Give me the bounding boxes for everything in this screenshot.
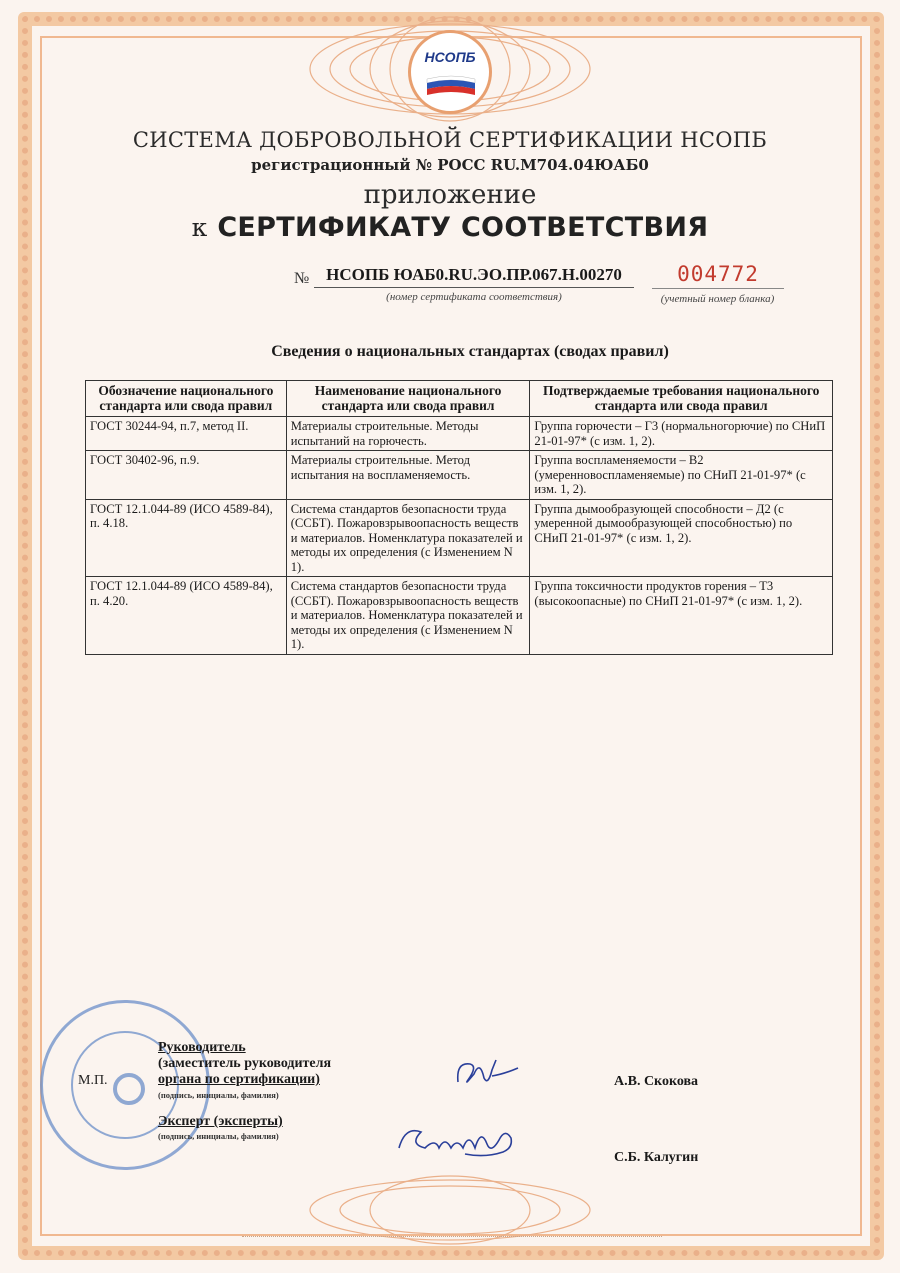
head-signature	[452, 1052, 522, 1092]
nsopb-logo	[408, 30, 492, 114]
footer-fine-print	[242, 1236, 662, 1241]
stamp-center-emblem	[113, 1073, 145, 1105]
cell-designation: ГОСТ 30402-96, п.9.	[86, 451, 287, 500]
certificate-title	[0, 212, 900, 243]
certificate-number-caption: (номер сертификата соответствия)	[386, 291, 562, 303]
number-symbol: №	[294, 270, 310, 287]
table-row	[86, 577, 833, 655]
standards-table	[85, 380, 833, 655]
head-signature-caption: (подпись, инициалы, фамилия)	[158, 1090, 279, 1100]
certificate-title-text: СЕРТИФИКАТУ СООТВЕТСТВИЯ	[217, 212, 709, 243]
cell-name: Система стандартов безопасности труда (ССБТ). Пожаровзрывоопасность веществ и материалов. Номенклатура показателей и методы их определения (с Изменением N 1).	[286, 577, 530, 655]
expert-signature-caption: (подпись, инициалы, фамилия)	[158, 1131, 279, 1141]
table-header-row	[86, 381, 833, 417]
expert-name: С.Б. Калугин	[614, 1150, 699, 1165]
cell-designation: ГОСТ 12.1.044-89 (ИСО 4589-84), п. 4.18.	[86, 499, 287, 577]
registration-number: № РОСС RU.M704.04ЮАБ0	[415, 156, 649, 174]
head-name: А.В. Скокова	[614, 1074, 699, 1089]
cell-name: Система стандартов безопасности труда (ССБТ). Пожаровзрывоопасность веществ и материалов. Номенклатура показателей и методы их определения (с Изменением N 1).	[286, 499, 530, 577]
logo-text: НСОПБ	[424, 49, 476, 65]
table-row	[86, 451, 833, 500]
cell-requirements: Группа горючести – Г3 (нормальногорючие) по СНиП 21-01-97* (с изм. 1, 2).	[530, 417, 833, 451]
cell-requirements: Группа токсичности продуктов горения – Т3 (высокоопасные) по СНиП 21-01-97* (с изм. 1, 2).	[530, 577, 833, 655]
head-label-line-3: органа по сертификации)	[158, 1072, 320, 1087]
expert-signature	[395, 1118, 520, 1163]
head-label	[158, 1040, 331, 1088]
table-row	[86, 499, 833, 577]
cell-designation: ГОСТ 12.1.044-89 (ИСО 4589-84), п. 4.20.	[86, 577, 287, 655]
header-designation: Обозначение национального стандарта или свода правил	[86, 381, 287, 417]
appendix-word: приложение	[363, 180, 537, 210]
cell-requirements: Группа воспламеняемости – В2 (умеренновоспламеняемые) по СНиП 21-01-97* (с изм. 1, 2).	[530, 451, 833, 500]
section-title: Сведения о национальных стандартах (сводах правил)	[271, 343, 669, 360]
header-name: Наименование национального стандарта или свода правил	[286, 381, 530, 417]
mp-label: М.П.	[78, 1073, 108, 1088]
blank-number: 004772	[652, 262, 784, 289]
cell-name: Материалы строительные. Методы испытаний на горючесть.	[286, 417, 530, 451]
head-label-line-2: (заместитель руководителя	[158, 1056, 332, 1071]
certificate-number: НСОПБ ЮАБ0.RU.ЭО.ПР.067.Н.00270	[314, 265, 634, 288]
cell-designation: ГОСТ 30244-94, п.7, метод II.	[86, 417, 287, 451]
cell-requirements: Группа дымообразующей способности – Д2 (с умеренной дымообразующей способностью) по СНиП 21-01-97* (с изм. 1, 2).	[530, 499, 833, 577]
table-row	[86, 417, 833, 451]
flag-icon	[425, 73, 477, 99]
header-requirements: Подтверждаемые требования национального стандарта или свода правил	[530, 381, 833, 417]
blank-number-caption: (учетный номер бланка)	[660, 293, 775, 305]
cell-name: Материалы строительные. Метод испытания на воспламеняемость.	[286, 451, 530, 500]
registration-label: регистрационный	[251, 156, 411, 174]
expert-label: Эксперт (эксперты)	[158, 1114, 283, 1129]
head-label-line-1: Руководитель	[158, 1040, 246, 1055]
certificate-prefix: к	[191, 213, 208, 242]
system-title: СИСТЕМА ДОБРОВОЛЬНОЙ СЕРТИФИКАЦИИ НСОПБ	[132, 128, 768, 152]
registration-line	[0, 156, 900, 174]
